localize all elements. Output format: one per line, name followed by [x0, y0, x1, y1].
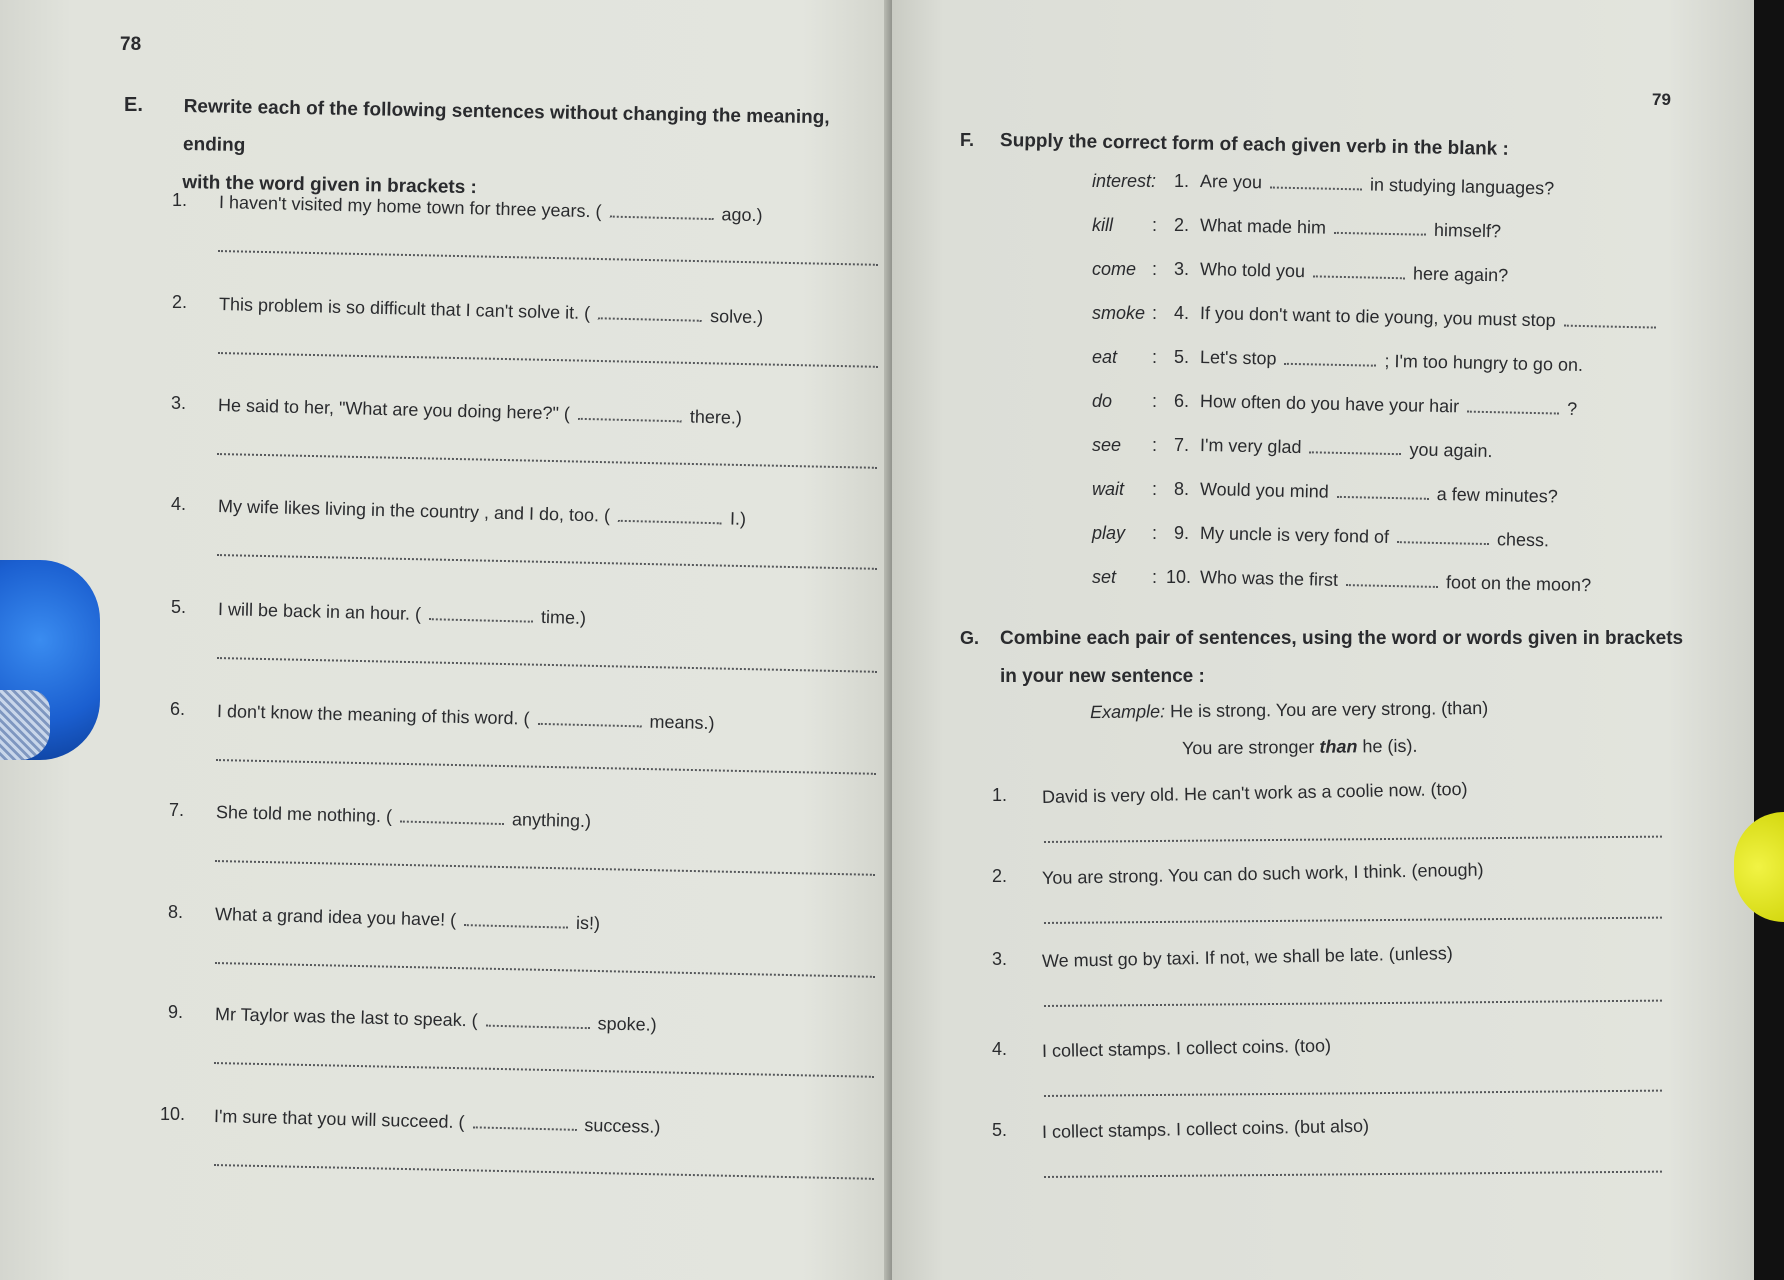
- blank-dots[interactable]: [486, 1025, 590, 1030]
- sentence-text: [215, 904, 601, 934]
- sentence-before: I haven't visited my home town for three years. (: [218, 192, 602, 222]
- given-verb: eat: [1092, 347, 1118, 367]
- sentence-pair: I collect stamps. I collect coins. (but also): [1041, 1115, 1370, 1142]
- thumb-mesh: [0, 690, 50, 760]
- sentence-before: I'm sure that you will succeed. (: [213, 1106, 465, 1133]
- sentence-text: [1200, 567, 1592, 596]
- ending-word: means.): [649, 711, 715, 734]
- sentence-after: a few minutes?: [1436, 483, 1558, 507]
- blank-dots[interactable]: [1563, 325, 1655, 329]
- sentence-before: My wife likes living in the country , and I do, too. (: [217, 496, 611, 526]
- sentence-text: [1200, 391, 1578, 420]
- sentence-text: [1200, 435, 1493, 462]
- sentence-before: I'm very glad: [1199, 435, 1302, 458]
- item-number: 7.: [1174, 435, 1190, 455]
- answer-line[interactable]: [216, 759, 876, 775]
- section-instruction: Supply the correct form of each given verb in the blank :: [999, 130, 1510, 160]
- sentence-before: I will be back in an hour. (: [217, 599, 422, 624]
- sentence-before: She told me nothing. (: [215, 802, 393, 827]
- blank-dots[interactable]: [1346, 584, 1438, 588]
- item-number: 6.: [170, 699, 186, 719]
- sentence-after: you again.: [1409, 439, 1493, 462]
- colon: :: [1152, 215, 1158, 235]
- item-number: 4.: [992, 1039, 1008, 1059]
- answer-line[interactable]: [217, 657, 877, 673]
- sentence-before: My uncle is very fond of: [1199, 523, 1390, 547]
- blank-dots[interactable]: [1270, 186, 1362, 190]
- section-instruction: [1000, 620, 1683, 696]
- ending-word: ago.): [721, 204, 763, 226]
- colon: :: [1152, 303, 1158, 323]
- sentence-pair: You are strong. You can do such work, I think. (enough): [1041, 859, 1484, 888]
- item-number: 4.: [1174, 303, 1190, 323]
- ending-word: spoke.): [597, 1013, 657, 1035]
- answer-line[interactable]: [1044, 836, 1662, 843]
- blank-dots[interactable]: [1284, 363, 1376, 367]
- example-label: Example:: [1089, 701, 1166, 723]
- answer-line[interactable]: [215, 962, 875, 978]
- sentence-text: [1200, 347, 1583, 376]
- blank-dots[interactable]: [618, 520, 722, 525]
- ending-word: I.): [729, 508, 747, 529]
- given-verb: smoke: [1092, 303, 1146, 323]
- example-sentence: [1090, 698, 1488, 723]
- item-number: 5.: [992, 1120, 1008, 1140]
- answer-line[interactable]: [1044, 917, 1662, 924]
- sentence-before: Who was the first: [1199, 567, 1339, 590]
- blank-dots[interactable]: [578, 418, 682, 423]
- given-verb: come: [1092, 259, 1137, 279]
- item-number: 5.: [1174, 347, 1190, 367]
- blank-dots[interactable]: [609, 216, 713, 221]
- item-number: 3.: [1174, 259, 1190, 279]
- item-number: 1.: [172, 190, 188, 210]
- blank-dots[interactable]: [1397, 541, 1489, 545]
- sentence-pair: We must go by taxi. If not, we shall be late. (unless): [1041, 943, 1453, 971]
- colon: :: [1152, 567, 1158, 587]
- colon: :: [1152, 259, 1158, 279]
- given-verb: play: [1092, 523, 1126, 543]
- instruction-line: with the word given in brackets :: [182, 171, 478, 199]
- sentence-text: [215, 1004, 657, 1036]
- sentence-text: [218, 496, 747, 530]
- sentence-before: Let's stop: [1199, 347, 1277, 369]
- item-number: 2.: [172, 292, 188, 312]
- blank-dots[interactable]: [1334, 232, 1426, 236]
- blank-dots[interactable]: [598, 317, 702, 322]
- ending-word: anything.): [511, 809, 592, 832]
- sentence-pair: David is very old. He can't work as a coolie now. (too): [1041, 778, 1468, 807]
- sentence-text: [1200, 259, 1509, 286]
- answer-line[interactable]: [1044, 1090, 1662, 1097]
- page-number: 79: [1652, 90, 1671, 109]
- sentence-pair: I collect stamps. I collect coins. (too): [1041, 1035, 1332, 1061]
- blank-dots[interactable]: [429, 618, 533, 623]
- section-letter: E.: [124, 94, 143, 116]
- given-verb: see: [1092, 435, 1122, 455]
- sentence-before: Who told you: [1199, 259, 1306, 282]
- sentence-before: What a grand idea you have! (: [214, 904, 457, 930]
- sentence-before: What made him: [1199, 215, 1327, 238]
- given-verb: kill: [1092, 215, 1113, 235]
- sentence-after: ; I'm too hungry to go on.: [1384, 350, 1584, 376]
- ending-word: solve.): [709, 306, 764, 328]
- answer-line[interactable]: [214, 1062, 874, 1078]
- sentence-text: [216, 802, 592, 832]
- sentence-after: here again?: [1412, 263, 1509, 286]
- answer-line[interactable]: [217, 554, 877, 570]
- item-number: 3.: [171, 393, 187, 413]
- item-number: 4.: [171, 494, 187, 514]
- answer-line[interactable]: [214, 1164, 874, 1180]
- example-answer-keyword: than: [1319, 736, 1358, 757]
- item-number: 10.: [160, 1104, 186, 1124]
- item-number: 9.: [1174, 523, 1190, 543]
- given-verb: interest:: [1092, 171, 1157, 191]
- sentence-before: How often do you have your hair: [1199, 391, 1460, 417]
- sentence-before: He said to her, "What are you doing here?" (: [217, 395, 571, 424]
- sentence-text: [1200, 523, 1549, 551]
- sentence-text: [1200, 479, 1558, 507]
- right-page: [892, 0, 1754, 1280]
- section-letter: F.: [960, 130, 975, 150]
- sentence-text: [217, 701, 715, 734]
- colon: :: [1152, 435, 1158, 455]
- instruction-line: Combine each pair of sentences, using the word or words given in brackets: [1000, 628, 1684, 649]
- ending-word: is!): [575, 912, 601, 934]
- sentence-text: [1200, 171, 1555, 199]
- answer-line[interactable]: [217, 453, 877, 469]
- item-number: 1.: [1174, 171, 1190, 191]
- sentence-before: Would you mind: [1199, 479, 1329, 502]
- example-answer: [1182, 736, 1418, 759]
- answer-line[interactable]: [215, 860, 875, 876]
- blank-dots[interactable]: [400, 820, 504, 825]
- item-number: 6.: [1174, 391, 1190, 411]
- given-verb: set: [1092, 567, 1117, 587]
- item-number: 2.: [1174, 215, 1190, 235]
- page-number: 78: [120, 34, 142, 55]
- sentence-text: [218, 395, 742, 429]
- instruction-line: in your new sentence :: [1000, 666, 1205, 687]
- colon: :: [1152, 479, 1158, 499]
- colon: :: [1152, 347, 1158, 367]
- example-text: He is strong. You are very strong. (than): [1169, 697, 1489, 722]
- blank-dots[interactable]: [1313, 275, 1405, 279]
- answer-line[interactable]: [218, 250, 878, 266]
- sentence-text: [219, 294, 764, 328]
- item-number: 2.: [992, 866, 1008, 886]
- sentence-before: Are you: [1199, 171, 1263, 193]
- item-number: 9.: [168, 1002, 184, 1022]
- given-verb: wait: [1092, 479, 1125, 499]
- sentence-after: chess.: [1496, 529, 1550, 551]
- sentence-before: Mr Taylor was the last to speak. (: [214, 1004, 478, 1031]
- example-answer-text: You are stronger: [1181, 736, 1315, 759]
- sentence-before: If you don't want to die young, you must stop: [1199, 303, 1556, 331]
- item-number: 1.: [992, 785, 1008, 805]
- given-verb: do: [1092, 391, 1113, 411]
- sentence-after: in studying languages?: [1369, 174, 1555, 199]
- example-answer-text: he (is).: [1362, 735, 1418, 757]
- item-number: 8.: [168, 902, 184, 922]
- item-number: 5.: [171, 597, 187, 617]
- sentence-text: [1200, 303, 1664, 334]
- answer-line[interactable]: [1044, 1000, 1662, 1007]
- instruction-line: Rewrite each of the following sentences without changing the meaning, ending: [182, 96, 830, 157]
- blank-dots[interactable]: [472, 1126, 576, 1131]
- blank-dots[interactable]: [537, 723, 641, 728]
- sentence-text: [214, 1106, 661, 1138]
- ending-word: success.): [584, 1115, 661, 1137]
- item-number: 8.: [1174, 479, 1190, 499]
- blank-dots[interactable]: [464, 924, 568, 929]
- blank-dots[interactable]: [1337, 496, 1429, 500]
- item-number: 7.: [169, 800, 185, 820]
- sentence-after: ?: [1566, 398, 1578, 419]
- item-number: 3.: [992, 949, 1008, 969]
- blank-dots[interactable]: [1467, 411, 1559, 415]
- sentence-after: foot on the moon?: [1445, 572, 1592, 596]
- ending-word: there.): [689, 406, 743, 428]
- answer-line[interactable]: [1044, 1171, 1662, 1178]
- blank-dots[interactable]: [1309, 451, 1401, 455]
- answer-line[interactable]: [218, 352, 878, 368]
- sentence-text: [1200, 215, 1501, 242]
- sentence-before: This problem is so difficult that I can't solve it. (: [218, 294, 591, 324]
- colon: :: [1152, 523, 1158, 543]
- sentence-before: I don't know the meaning of this word. (: [216, 701, 530, 729]
- colon: :: [1152, 391, 1158, 411]
- item-number: 10.: [1166, 567, 1192, 587]
- ending-word: time.): [540, 606, 587, 628]
- sentence-after: himself?: [1433, 219, 1502, 242]
- sentence-text: [218, 599, 587, 629]
- section-letter: G.: [960, 628, 980, 648]
